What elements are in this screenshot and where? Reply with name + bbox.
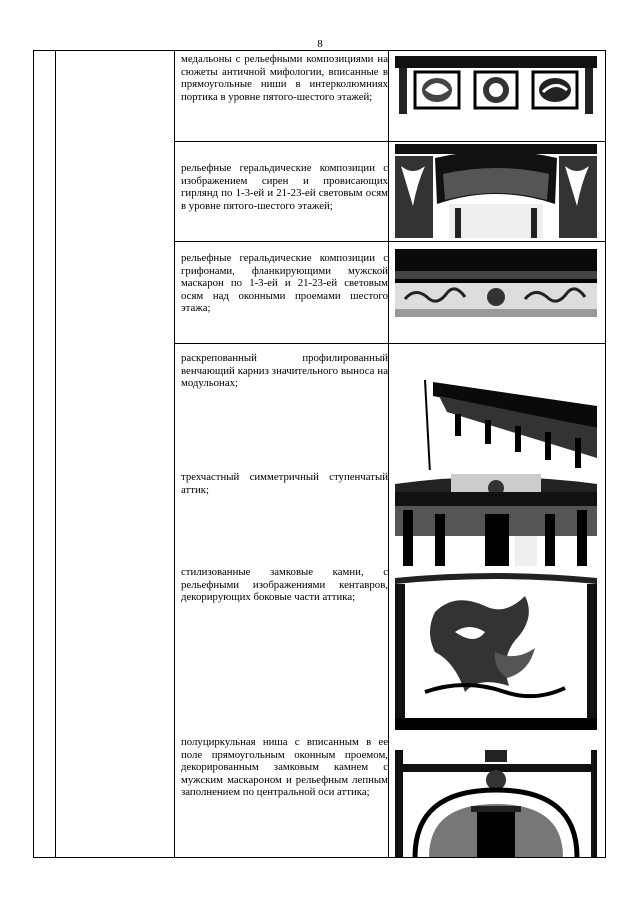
photo-keystone-centaur xyxy=(395,572,597,730)
row-divider xyxy=(174,241,606,242)
feature-description: стилизованные замковые камни, с рельефными изображениями кентавров, декорирующих боковые части аттика; xyxy=(181,566,388,604)
table-border-right xyxy=(605,50,606,858)
table-border-left xyxy=(33,50,34,858)
table-row xyxy=(181,252,388,315)
table-row xyxy=(181,736,388,799)
table-row xyxy=(181,471,388,496)
page-number: 8 xyxy=(317,38,323,50)
table-row xyxy=(181,352,388,390)
column-divider xyxy=(388,50,389,858)
row-divider xyxy=(174,141,606,142)
column-divider xyxy=(55,50,56,858)
photo-semicircular-niche xyxy=(395,750,597,857)
table-row xyxy=(181,566,388,604)
row-divider xyxy=(174,343,606,344)
monument-features-table xyxy=(33,50,606,858)
feature-description: рельефные геральдические композиции с изображением сирен и провисающих гирлянд по 1-3-ей и 21-23-ей световым осям в уровне пятого-шестого этажей; xyxy=(181,162,388,212)
photo-medallions xyxy=(395,56,597,114)
table-border-top xyxy=(33,50,606,51)
feature-description: полуциркульная ниша с вписанным в ее поле прямоугольным оконным проемом, декорированным замковым камнем с мужским маскароном и рельефным лепным заполнением по центральной оси аттика; xyxy=(181,736,388,799)
table-border-bottom xyxy=(33,857,606,858)
photo-heraldic-griffins xyxy=(395,249,597,317)
feature-description: рельефные геральдические композиции с грифонами, фланкирующими мужской маскарон по 1-3-ей и 21-23-ей световым осям над оконными проемами шестого этажа; xyxy=(181,252,388,315)
table-row xyxy=(181,162,388,212)
photo-attic xyxy=(395,470,597,566)
photo-heraldic-sirens xyxy=(395,144,597,238)
feature-description: медальоны с рельефными композициями на сюжеты античной мифологии, вписанные в прямоугольные ниши в интерколюмниях портика в уровне пятого-шестого этажей; xyxy=(181,53,388,103)
feature-description: раскрепованный профилированный венчающий карниз значительного выноса на модульонах; xyxy=(181,352,388,390)
feature-description: трехчастный симметричный ступенчатый аттик; xyxy=(181,471,388,496)
table-row xyxy=(181,53,388,103)
column-divider xyxy=(174,50,175,858)
